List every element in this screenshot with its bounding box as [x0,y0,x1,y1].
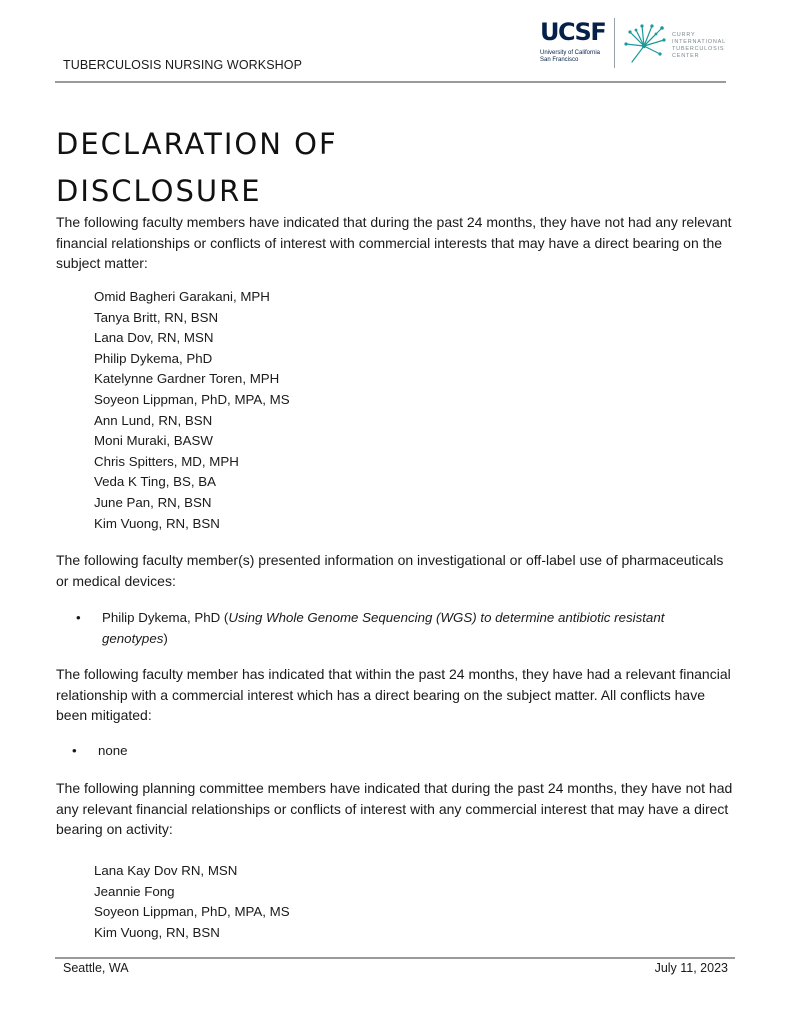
curry-logo-text: CURRY INTERNATIONAL TUBERCULOSIS CENTER [672,32,726,59]
logo-divider [614,18,615,68]
list-item: Kim Vuong, RN, BSN [94,515,220,531]
ucsf-logo-subtext: University of California San Francisco [540,50,601,63]
title-line-1: DECLARATION OF [56,127,338,162]
title-line-2: DISCLOSURE [56,174,262,209]
page-title [56,121,338,215]
list-item: Philip Dykema, PhD [94,350,213,366]
item-text: none [98,743,128,758]
offlabel-list [76,608,664,649]
list-item: Lana Dov, RN, MSN [94,330,214,346]
section2-intro: The following faculty member(s) presented information on investigational or off-label use of pharmaceuticals or medical devices: [56,552,724,589]
item-close: ) [163,630,168,646]
list-item: Tanya Britt, RN, BSN [94,309,219,325]
list-item [76,608,664,649]
list-item: Soyeon Lippman, PhD, MPA, MS [94,904,290,920]
conflict-list [72,741,128,762]
committee-list [94,861,290,943]
list-item [72,741,128,762]
footer-date: July 11, 2023 [654,961,728,975]
list-item: Katelynne Gardner Toren, MPH [94,371,280,387]
section1-intro: The following faculty members have indicated that during the past 24 months, they have not had any relevant financial relationships or conflicts of interest with commercial interests that may have a direct bearing on the subject matter: [56,214,732,271]
list-item: Jeannie Fong [94,883,175,899]
item-topic-line-2: genotypes [102,630,164,646]
faculty-list [94,287,290,534]
item-topic-line-1: Using Whole Genome Sequencing (WGS) to determine antibiotic resistant [228,610,665,625]
list-item: Veda K Ting, BS, BA [94,474,216,490]
workshop-label: TUBERCULOSIS NURSING WORKSHOP [63,58,303,72]
section3-intro: The following faculty member has indicated that within the past 24 months, they have had a relevant financial relationship with a commercial interest which has a direct bearing on the subject matter. All conflicts have been mitigated: [56,666,731,723]
list-item: Omid Bagheri Garakani, MPH [94,289,270,304]
list-item: Ann Lund, RN, BSN [94,412,213,428]
list-item: Kim Vuong, RN, BSN [94,924,220,940]
ucsf-logo: UCSF [540,18,606,46]
footer-rule [55,957,735,959]
footer-location: Seattle, WA [63,961,129,975]
section4-intro: The following planning committee members have indicated that during the past 24 months, they have not had any relevant financial relationships or conflicts of interest with any commercial interest that may have a direct bearing on activity: [56,780,733,837]
header-logos [538,16,728,72]
dandelion-icon [622,22,668,68]
bullet: • [76,610,81,625]
item-name: Philip Dykema, PhD ( [102,610,229,625]
list-item: Soyeon Lippman, PhD, MPA, MS [94,391,290,407]
bullet: • [72,743,77,758]
list-item: Moni Muraki, BASW [94,433,213,449]
list-item: June Pan, RN, BSN [94,494,212,510]
header-rule [55,81,726,83]
list-item: Chris Spitters, MD, MPH [94,453,239,469]
list-item: Lana Kay Dov RN, MSN [94,863,238,878]
